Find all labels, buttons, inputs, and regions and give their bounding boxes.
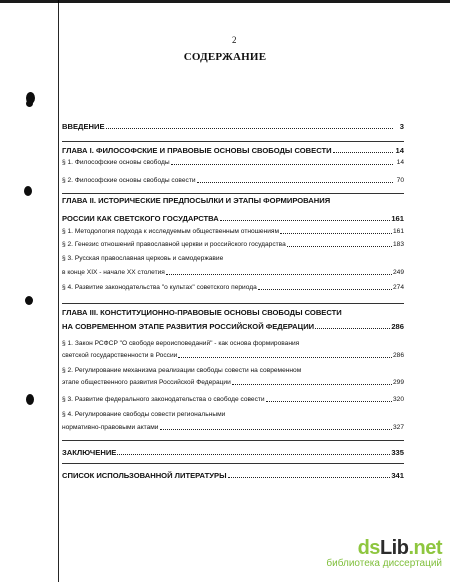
toc-entry-page: 14 [396, 159, 404, 166]
toc-entry [62, 240, 404, 249]
toc-entry-text: СПИСОК ИСПОЛЬЗОВАННОЙ ЛИТЕРАТУРЫ [62, 471, 227, 480]
toc-entry-text: нормативно-правовыми актами [62, 424, 159, 431]
dot-leader [333, 152, 393, 153]
toc-entry [62, 214, 404, 223]
toc-entry [62, 351, 404, 360]
dot-leader [287, 246, 392, 247]
toc-entry-page: 161 [392, 228, 404, 235]
watermark-logo [326, 538, 442, 558]
binding-hole [24, 186, 32, 196]
toc-entry-text: светской государственности в России [62, 352, 178, 359]
binding-hole [26, 394, 34, 405]
toc-entry-page: 341 [391, 471, 404, 480]
dot-leader [266, 401, 392, 402]
toc-entry-page: 161 [391, 214, 404, 223]
dot-leader [220, 220, 391, 221]
binding-hole [25, 296, 33, 305]
dot-leader [228, 477, 391, 478]
toc-entry [62, 339, 404, 348]
toc-entry-text: § 3. Русская православная церковь и самодержавие [62, 255, 224, 262]
scan-edge-top [0, 0, 450, 3]
toc-entry-text: в конце XIX - начале XX столетия [62, 269, 165, 276]
dot-leader [171, 164, 393, 165]
toc-entry-text: § 2. Генезис отношений православной церкви и российского государства [62, 241, 286, 248]
toc-entry [62, 395, 404, 404]
toc-entry [62, 423, 404, 432]
watermark [326, 538, 442, 570]
toc-entry-text: ГЛАВА II. ИСТОРИЧЕСКИЕ ПРЕДПОСЫЛКИ И ЭТАПЫ ФОРМИРОВАНИЯ [62, 196, 331, 205]
toc-entry-text: § 2. Регулирование механизма реализации свободы совести на современном [62, 367, 302, 374]
logo-part: ds [357, 537, 380, 559]
toc-entry [62, 322, 404, 331]
toc-entry [62, 146, 404, 155]
toc-entry-page: 327 [392, 424, 404, 431]
toc-entry-page: 335 [391, 448, 404, 457]
toc-entry-text: § 4. Регулирование свободы совести региональными [62, 411, 226, 418]
toc-entry-text: ВВЕДЕНИЕ [62, 122, 105, 131]
toc-entry-page: 14 [395, 146, 404, 155]
toc-entry-page: 3 [399, 122, 404, 131]
dot-leader [197, 182, 393, 183]
dot-leader [232, 384, 392, 385]
toc-entry [62, 366, 404, 375]
toc-entry [62, 378, 404, 387]
toc-entry-text: ГЛАВА I. ФИЛОСОФСКИЕ И ПРАВОВЫЕ ОСНОВЫ СВОБОДЫ СОВЕСТИ [62, 146, 332, 155]
section-separator [62, 193, 404, 194]
toc-entry [62, 471, 404, 480]
dot-leader [178, 357, 392, 358]
toc-entry-text: этапе общественного развития Российской Федерации [62, 379, 231, 386]
toc-entry [62, 176, 404, 185]
toc-entry [62, 196, 404, 205]
toc-entry-page: 299 [392, 379, 404, 386]
toc-entry-page: 320 [392, 396, 404, 403]
toc-entry [62, 283, 404, 292]
toc-entry-text: ЗАКЛЮЧЕНИЕ [62, 448, 117, 457]
toc-entry-page: 274 [392, 284, 404, 291]
toc-entry-page: 286 [391, 322, 404, 331]
dot-leader [117, 454, 390, 455]
toc-entry-text: § 2. Философские основы свободы совести [62, 177, 196, 184]
toc-entry-text: § 1. Закон РСФСР "О свободе вероисповеданий" - как основа формирования [62, 340, 300, 347]
dot-leader [160, 429, 392, 430]
toc-entry-text: § 4. Развитие законодательства "о культах" советского периода [62, 284, 257, 291]
toc-entry [62, 410, 404, 419]
toc-entry-text: § 3. Развитие федерального законодательства о свободе совести [62, 396, 265, 403]
toc-entry-page: 183 [392, 241, 404, 248]
section-separator [62, 141, 404, 142]
toc-entry [62, 158, 404, 167]
section-separator [62, 463, 404, 464]
left-margin-rule [58, 0, 59, 582]
toc-entry-page: 70 [396, 177, 404, 184]
page-title: СОДЕРЖАНИЕ [183, 51, 267, 63]
dot-leader [280, 233, 392, 234]
toc-entry-text: § 1. Философские основы свободы [62, 159, 170, 166]
toc-entry-text: РОССИИ КАК СВЕТСКОГО ГОСУДАРСТВА [62, 214, 219, 223]
toc-entry-page: 286 [392, 352, 404, 359]
toc-entry-text: ГЛАВА III. КОНСТИТУЦИОННО-ПРАВОВЫЕ ОСНОВЫ СВОБОДЫ СОВЕСТИ [62, 308, 342, 317]
dot-leader [258, 289, 392, 290]
page-number: 2 [232, 35, 237, 45]
logo-part: Lib [379, 537, 409, 559]
dot-leader [166, 274, 392, 275]
binding-hole [26, 100, 33, 107]
section-separator [62, 303, 404, 304]
dot-leader [106, 128, 393, 129]
toc-entry-page: 249 [392, 269, 404, 276]
watermark-subtitle: библиотека диссертаций [326, 558, 442, 569]
toc-entry [62, 268, 404, 277]
toc-entry [62, 308, 404, 317]
logo-part: .net [408, 537, 442, 559]
section-separator [62, 440, 404, 441]
toc-entry [62, 122, 404, 131]
toc-entry [62, 254, 404, 263]
toc-entry [62, 448, 404, 457]
toc-entry [62, 227, 404, 236]
toc-entry-text: НА СОВРЕМЕННОМ ЭТАПЕ РАЗВИТИЯ РОССИЙСКОЙ ФЕДЕРАЦИИ [62, 322, 315, 331]
toc-entry-text: § 1. Методология подхода к исследуемым общественным отношениям [62, 228, 280, 235]
dot-leader [315, 328, 390, 329]
